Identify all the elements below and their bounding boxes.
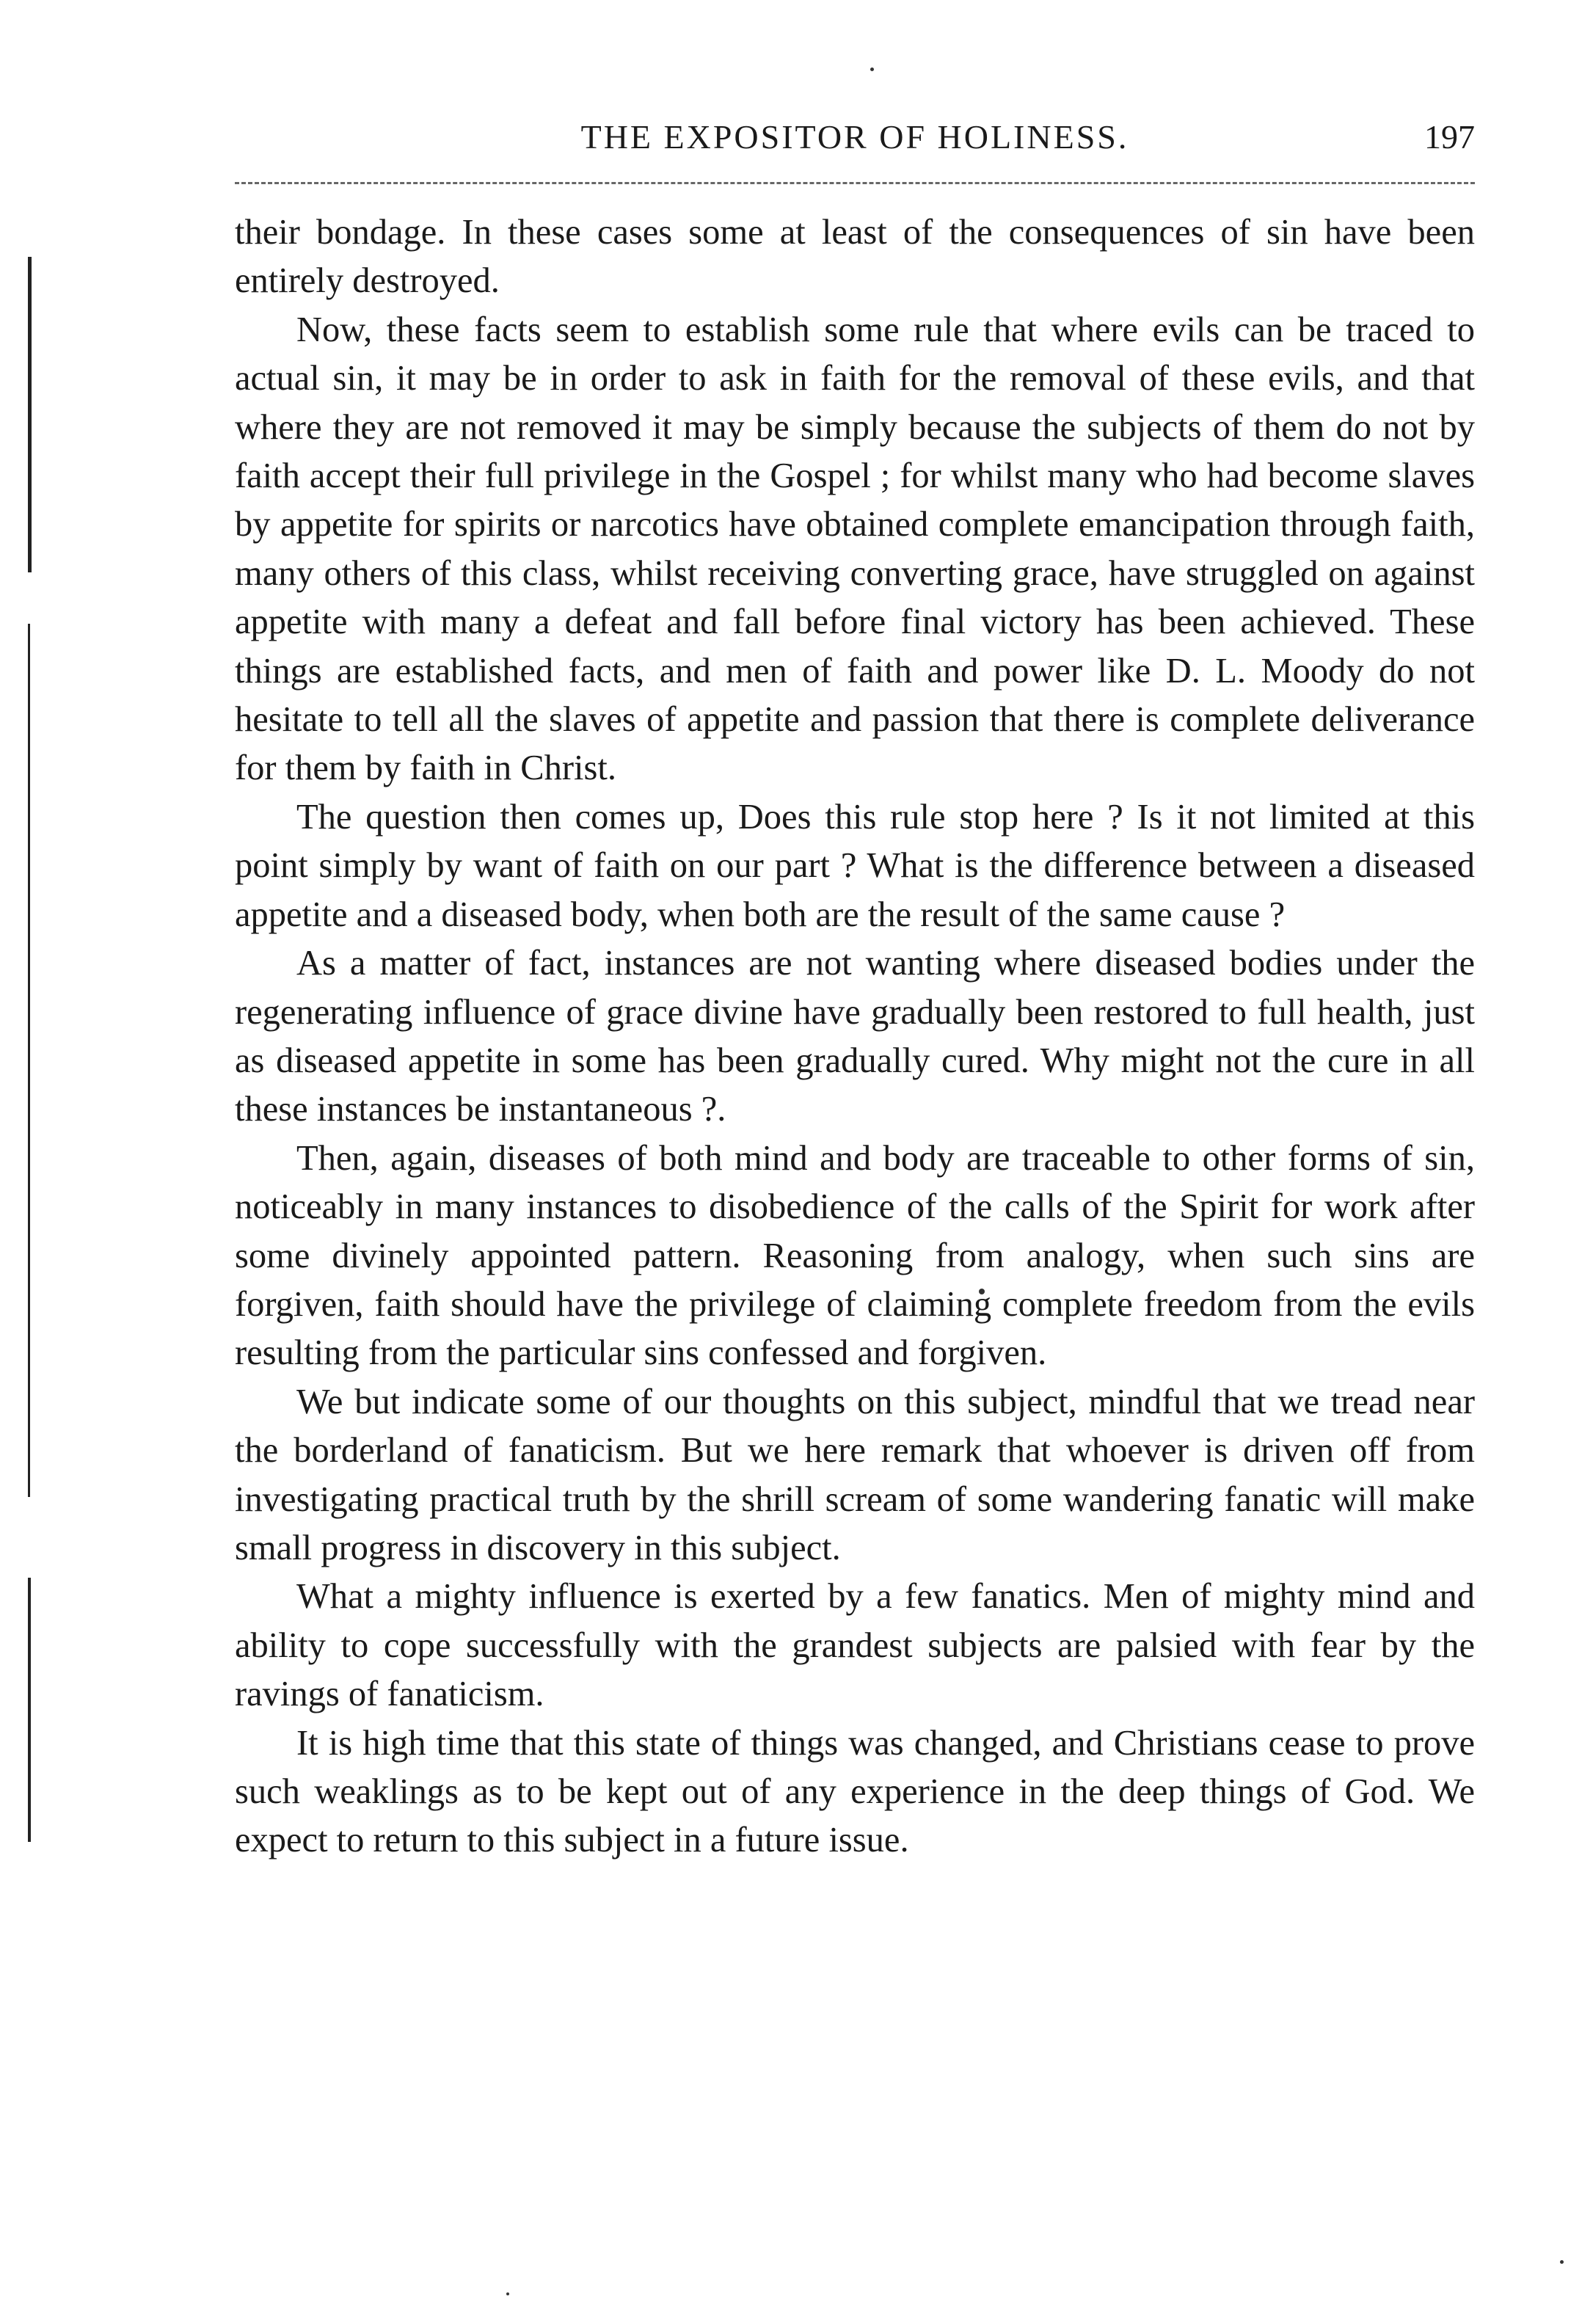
paragraph: As a matter of fact, instances are not wanting where diseased bodies under the regenerating influence of grace divine have gradually been restored to full health, just as diseased appetite in some has been gradually cured. Why might not the cure in all these instances be instantaneous ?. [235,944,1475,1129]
running-title: THE EXPOSITOR OF HOLINESS. [580,118,1129,156]
margin-scan-mark [28,624,30,1497]
page-number: 197 [1424,118,1475,156]
page-header [235,110,1475,169]
margin-scan-mark [28,257,32,572]
header-rule [235,182,1475,184]
print-speck [1560,2260,1564,2264]
margin-scan-mark [28,1578,31,1842]
paragraph: We but indicate some of our thoughts on this subject, mindful that we tread near the borderland of fanaticism. But we here remark that whoever is driven off from investigating practical truth by the shrill scream of some wandering fanatic will make small progress in discovery in this subject. [235,1382,1475,1567]
paragraph-continued: their bondage. In these cases some at least of the consequences of sin have been entirely destroyed. [235,213,1475,301]
print-speck [870,68,874,71]
paragraph: The question then comes up, Does this rule stop here ? Is it not limited at this point simply by want of faith on our part ? What is the difference between a diseased appetite and a diseased body, when both are the result of the same cause ? [235,797,1475,934]
paragraph-final: It is high time that this state of things was changed, and Christians cease to prove such weaklings as to be kept out of any experience in the deep things of God. We expect to return to this subject in a future issue. [235,1723,1475,1860]
paragraph: Then, again, diseases of both mind and body are traceable to other forms of sin, noticeably in many instances to disobedience of the calls of the Spirit for work after some divinely appointed pattern. Reasoning from analogy, when such sins are forgiven, faith should have the privilege of claiming complete freedom from the evils resulting from the particular sins confessed and forgiven. [235,1138,1475,1373]
paragraph: What a mighty influence is exerted by a few fanatics. Men of mighty mind and ability to cope successfully with the grandest subjects are palsied with fear by the ravings of fanaticism. [235,1577,1475,1714]
paragraph: Now, these facts seem to establish some rule that where evils can be traced to actual sin, it may be in order to ask in faith for the removal of these evils, and that where they are not removed it may be simply because the subjects of them do not by faith accept their full privilege in the Gospel ; for whilst many who had become slaves by appetite for spirits or narcotics have obtained complete emancipation through faith, many others of this class, whilst receiving converting grace, have struggled on against appetite with many a defeat and fall before final victory has been achieved. These things are established facts, and men of faith and power like D. L. Moody do not hesitate to tell all the slaves of appetite and passion that there is complete deliverance for them by faith in Christ. [235,310,1475,788]
article-body [235,208,1475,1865]
print-speck [506,2292,509,2295]
